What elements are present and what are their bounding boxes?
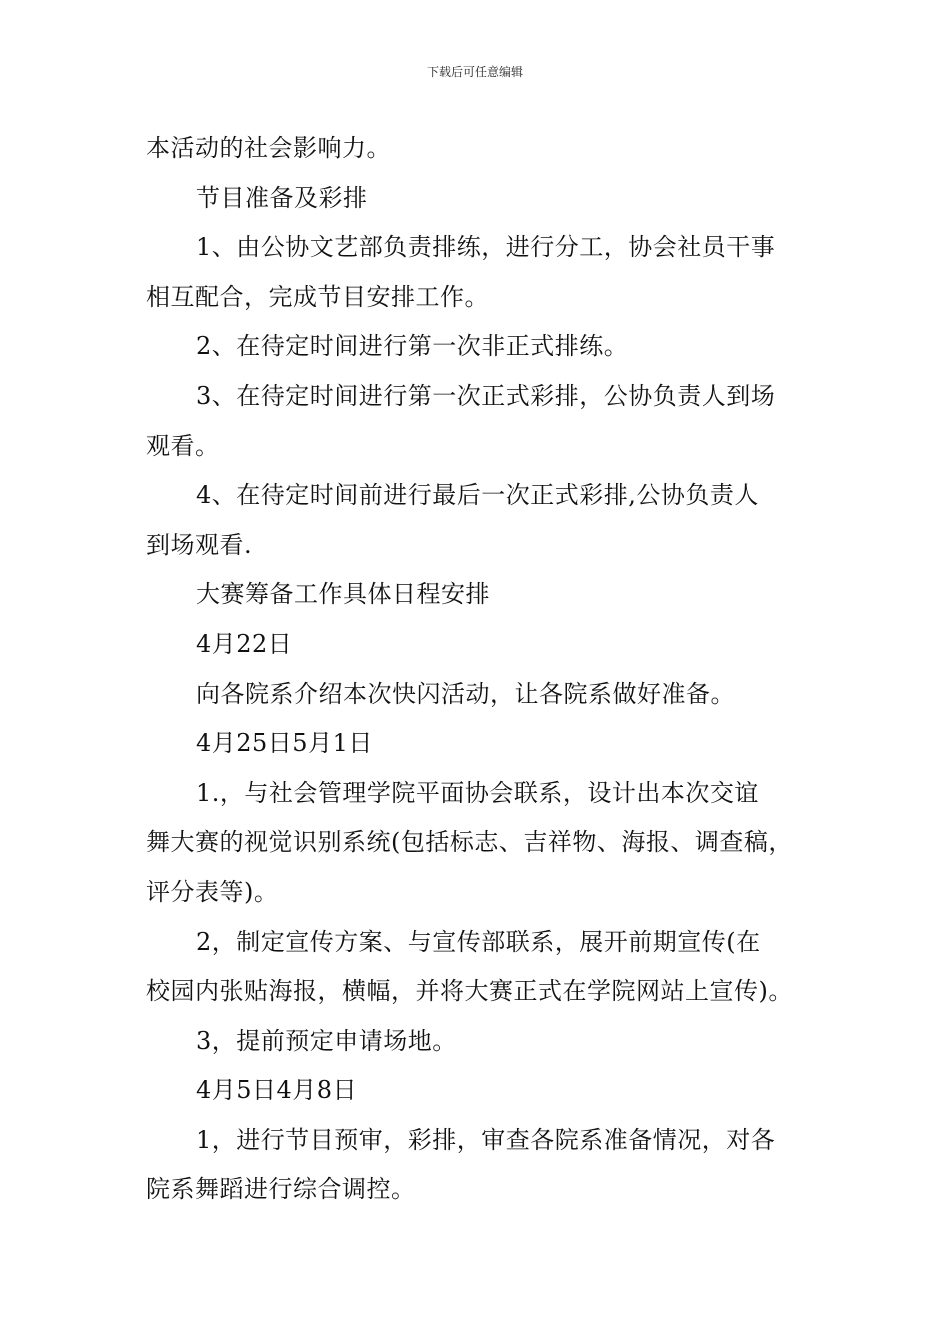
- text-line: 相互配合，完成节目安排工作。: [146, 282, 489, 311]
- text-line: 4、在待定时间前进行最后一次正式彩排,公协负责人: [196, 481, 759, 510]
- text-line: 本活动的社会影响力。: [146, 134, 391, 162]
- text-line: 3、在待定时间进行第一次正式彩排，公协负责人到场: [196, 381, 776, 410]
- document-body: [146, 128, 810, 1219]
- date-heading: 4月22日: [196, 629, 293, 658]
- text-line: 舞大赛的视觉识别系统(包括标志、吉祥物、海报、调查稿，: [146, 828, 793, 857]
- text-line: 院系舞蹈进行综合调控。: [146, 1175, 416, 1204]
- text-line: 1.，与社会管理学院平面协会联系，设计出本次交谊: [196, 778, 759, 807]
- text-line: 2，制定宣传方案、与宣传部联系，展开前期宣传(在: [196, 927, 761, 956]
- text-line: 3，提前预定申请场地。: [196, 1026, 457, 1055]
- text-line: 向各院系介绍本次快闪活动，让各院系做好准备。: [196, 679, 735, 708]
- section-heading: 大赛筹备工作具体日程安排: [196, 580, 490, 609]
- page-header: 下载后可任意编辑: [426, 65, 523, 79]
- text-line: 观看。: [146, 431, 220, 460]
- date-heading: 4月5日4月8日: [196, 1076, 358, 1105]
- date-heading: 4月25日5月1日: [196, 729, 373, 758]
- section-heading: 节目准备及彩排: [196, 183, 368, 212]
- text-line: 到场观看.: [146, 530, 253, 559]
- text-line: 校园内张贴海报，横幅，并将大赛正式在学院网站上宣传)。: [146, 977, 793, 1006]
- text-line: 2、在待定时间进行第一次非正式排练。: [196, 332, 629, 361]
- text-line: 评分表等)。: [146, 877, 279, 906]
- text-line: 1、由公协文艺部负责排练，进行分工，协会社员干事: [196, 233, 776, 262]
- text-line: 1，进行节目预审，彩排，审查各院系准备情况，对各: [196, 1125, 776, 1154]
